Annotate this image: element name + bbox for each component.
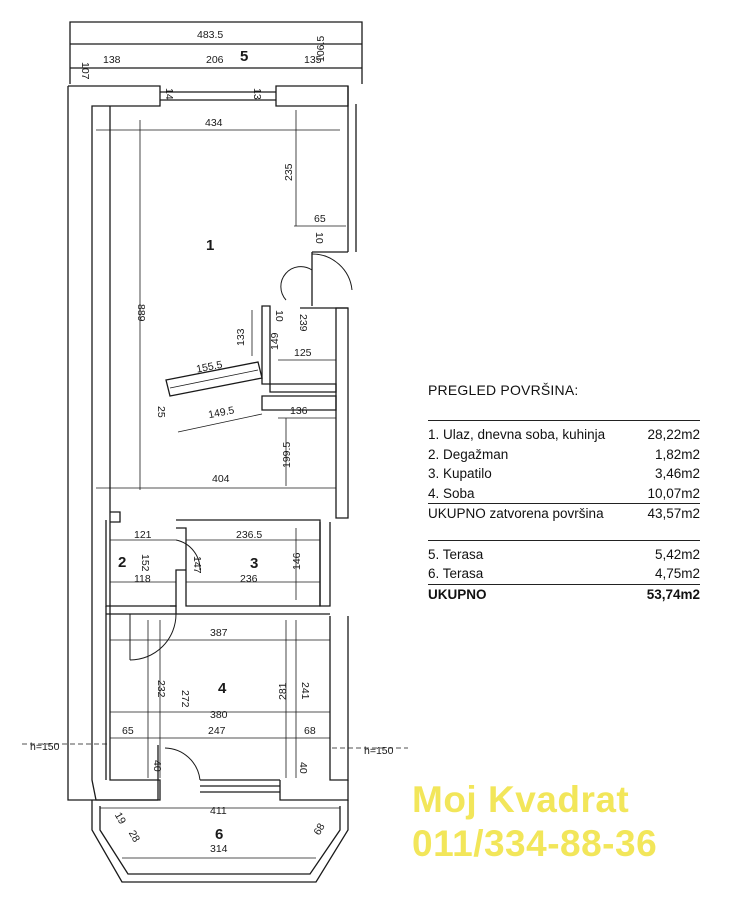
- dim-483-5: 483.5: [197, 29, 224, 41]
- dim-206: 206: [206, 54, 224, 66]
- watermark-name: Moj Kvadrat: [412, 779, 630, 820]
- dim-281: 281: [277, 682, 289, 700]
- dim-149-5: 149.5: [207, 404, 236, 422]
- area-row: 2. Degažman 1,82m2: [428, 446, 700, 462]
- height-mark-right: h=150: [364, 745, 394, 757]
- dim-147: 147: [191, 556, 203, 574]
- dim-380: 380: [210, 709, 228, 721]
- dim-25: 25: [155, 406, 167, 418]
- dim-236: 236: [240, 573, 258, 585]
- dim-199-5: 199.5: [281, 441, 293, 468]
- area-summary-title: PREGLED POVRŠINA:: [428, 382, 579, 398]
- area-row: 4. Soba 10,07m2: [428, 484, 700, 505]
- dim-68-b: 68: [311, 821, 328, 838]
- height-mark-left: h=150: [30, 741, 60, 753]
- dim-10-b: 10: [273, 310, 285, 322]
- dim-68-a: 68: [304, 725, 316, 737]
- dim-28: 28: [125, 828, 143, 845]
- area-row-grand-total: UKUPNO 53,74m2: [428, 586, 700, 602]
- dim-106-5: 106.5: [315, 35, 327, 62]
- agency-watermark: [412, 778, 732, 866]
- dim-14: 14: [163, 88, 175, 100]
- room-number-5: 5: [240, 48, 249, 65]
- room-number-4: 4: [218, 680, 227, 697]
- dim-135: 135: [304, 54, 322, 66]
- dim-13: 13: [251, 88, 263, 100]
- dim-40-a: 40: [151, 760, 163, 772]
- area-row: 6. Terasa 4,75m2: [428, 564, 700, 585]
- dim-65-bot: 65: [122, 725, 134, 737]
- watermark-phone: 011/334-88-36: [412, 823, 658, 864]
- dim-152: 152: [139, 554, 151, 572]
- room-number-2: 2: [118, 554, 127, 571]
- dim-138: 138: [103, 54, 121, 66]
- dim-133: 133: [235, 328, 247, 346]
- room-number-1: 1: [206, 237, 215, 254]
- dim-411: 411: [210, 805, 227, 817]
- area-row-closed-total: UKUPNO zatvorena površina 43,57m2: [428, 506, 700, 521]
- dim-136: 136: [290, 405, 308, 417]
- dim-387: 387: [210, 627, 228, 639]
- wall-top-right: [276, 86, 348, 106]
- area-summary: [428, 382, 700, 604]
- dim-889: 889: [135, 304, 147, 322]
- area-row: 5. Terasa 5,42m2: [428, 540, 700, 565]
- outer-wall-left: [68, 86, 160, 800]
- dim-121: 121: [134, 529, 152, 541]
- room-number-3: 3: [250, 555, 259, 572]
- dim-146: 146: [291, 552, 303, 570]
- dim-239: 239: [297, 314, 309, 332]
- room-numbers: [118, 48, 258, 843]
- dim-314: 314: [210, 843, 228, 855]
- dim-404: 404: [212, 473, 230, 485]
- dim-125: 125: [294, 347, 312, 359]
- dim-241: 241: [299, 682, 311, 700]
- area-row: 3. Kupatilo 3,46m2: [428, 466, 700, 481]
- dim-235: 235: [283, 163, 295, 181]
- dim-236-5: 236.5: [236, 529, 263, 541]
- dim-10-a: 10: [313, 232, 325, 244]
- dimension-labels: [30, 29, 394, 855]
- dim-149: 149: [269, 332, 281, 350]
- dim-107: 107: [79, 62, 91, 80]
- dim-118: 118: [134, 573, 151, 585]
- dim-247: 247: [208, 725, 226, 737]
- dim-272: 272: [179, 690, 191, 708]
- dim-232: 232: [155, 680, 167, 698]
- walls: [68, 22, 362, 882]
- dim-434: 434: [205, 117, 223, 129]
- dim-155-5: 155.5: [195, 358, 224, 376]
- dim-19: 19: [111, 810, 129, 827]
- area-row: 1. Ulaz, dnevna soba, kuhinja 28,22m2: [428, 420, 700, 445]
- dim-40-b: 40: [297, 762, 309, 774]
- room-number-6: 6: [215, 826, 224, 843]
- dim-65-top: 65: [314, 213, 326, 225]
